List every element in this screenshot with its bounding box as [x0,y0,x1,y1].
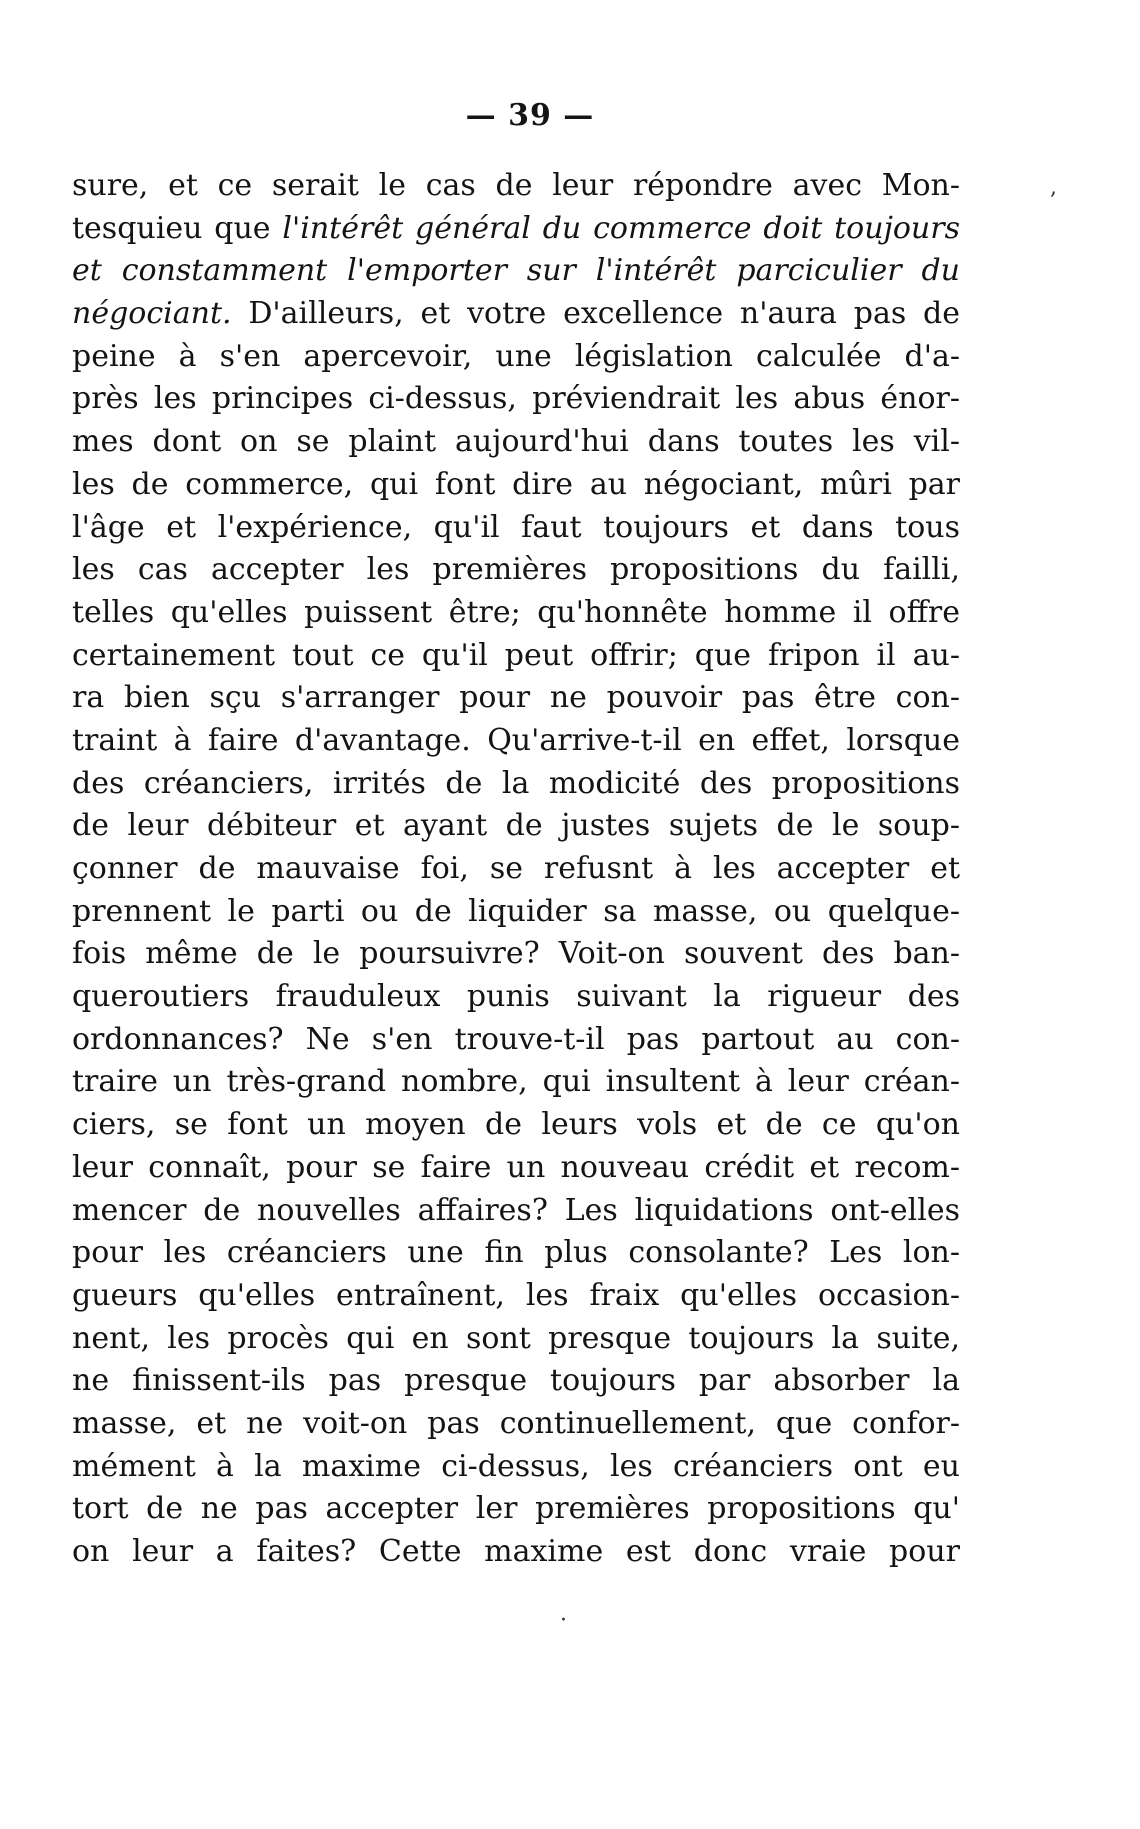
text-line [72,848,960,891]
italic-text-run: l'intérêt général du commerce doit toujours [282,210,960,246]
text-line [72,1360,960,1403]
text-line [72,165,960,208]
text-run: ordonnances? Ne s'en trouve-t-il pas partout au con- [72,1021,960,1057]
text-line [72,549,960,592]
text-line [72,1190,960,1233]
text-line [72,293,960,336]
stray-mark: · [560,1608,567,1633]
text-run: traire un très-grand nombre, qui insultent à leur créan- [72,1064,960,1100]
text-line [72,677,960,720]
text-run: sure, et ce serait le cas de leur répondre avec Mon- [72,168,960,203]
text-line [72,421,960,464]
text-line [72,1061,960,1104]
text-run: de leur débiteur et ayant de justes sujets de le soup- [72,808,960,844]
text-run: çonner de mauvaise foi, se refusnt à les accepter et [72,851,960,886]
italic-text-run: négociant. [72,296,232,332]
text-run: tesquieu que [72,210,283,246]
text-run: l'âge et l'expérience, qu'il faut toujours et dans tous [72,509,960,545]
text-line [72,1147,960,1190]
text-run: fois même de le poursuivre? Voit-on souvent des ban- [72,936,960,972]
text-run: tort de ne pas accepter ler premières propositions qu' [72,1491,960,1527]
text-line [72,592,960,635]
text-line [72,1318,960,1361]
text-line [72,336,960,379]
text-run: peine à s'en apercevoir, une législation calculée d'a- [72,338,960,374]
text-line [72,1104,960,1147]
text-run: leur connaît, pour se faire un nouveau crédit et recom- [72,1149,960,1185]
text-line [72,891,960,934]
text-line [72,720,960,763]
text-line [72,250,960,293]
text-run: certainement tout ce qu'il peut offrir; que fripon il au- [72,637,960,673]
text-run: pour les créanciers une fin plus consolante? Les lon- [72,1235,960,1271]
italic-text-run: et constamment l'emporter sur l'intérêt parciculier du [72,253,960,289]
text-line [72,378,960,421]
body-text [72,165,960,1574]
text-run: ne finissent-ils pas presque toujours par absorber la [72,1363,960,1399]
text-line [72,208,960,251]
text-run: les de commerce, qui font dire au négociant, mûri par [72,466,960,502]
text-run: ciers, se font un moyen de leurs vols et de ce qu'on [72,1107,960,1143]
text-run: D'ailleurs, et votre excellence n'aura pas de [231,296,960,332]
text-run: mes dont on se plaint aujourd'hui dans toutes les vil- [72,424,960,460]
text-line [72,763,960,806]
text-run: les cas accepter les premières propositions du failli, [72,552,960,588]
text-line [72,1531,960,1574]
text-run: telles qu'elles puissent être; qu'honnête homme il offre [72,594,960,630]
text-run: des créanciers, irrités de la modicité des propositions [72,765,960,801]
text-run: queroutiers frauduleux punis suivant la rigueur des [72,979,960,1015]
page-number: — 39 — [465,98,595,133]
text-run: prennent le parti ou de liquider sa masse, ou quelque- [72,893,960,929]
text-run: mencer de nouvelles affaires? Les liquidations ont-elles [72,1192,960,1228]
stray-mark: , [1050,175,1057,200]
text-line [72,1403,960,1446]
text-run: nent, les procès qui en sont presque toujours la suite, [72,1320,960,1356]
text-line [72,1019,960,1062]
text-line [72,1488,960,1531]
text-line [72,635,960,678]
text-run: mément à la maxime ci-dessus, les créanciers ont eu [72,1448,960,1484]
text-line [72,1446,960,1489]
text-line [72,1275,960,1318]
text-run: traint à faire d'avantage. Qu'arrive-t-il en effet, lorsque [72,722,960,758]
text-line [72,507,960,550]
text-run: masse, et ne voit-on pas continuellement, que confor- [72,1405,960,1441]
text-run: près les principes ci-dessus, préviendrait les abus énor- [72,381,960,417]
text-run: ra bien sçu s'arranger pour ne pouvoir pas être con- [72,680,960,716]
text-run: on leur a faites? Cette maxime est donc vraie pour [72,1534,960,1569]
text-line [72,976,960,1019]
text-run: gueurs qu'elles entraînent, les fraix qu'elles occasion- [72,1277,960,1313]
text-line [72,933,960,976]
text-line [72,1232,960,1275]
text-line [72,805,960,848]
text-line [72,464,960,507]
